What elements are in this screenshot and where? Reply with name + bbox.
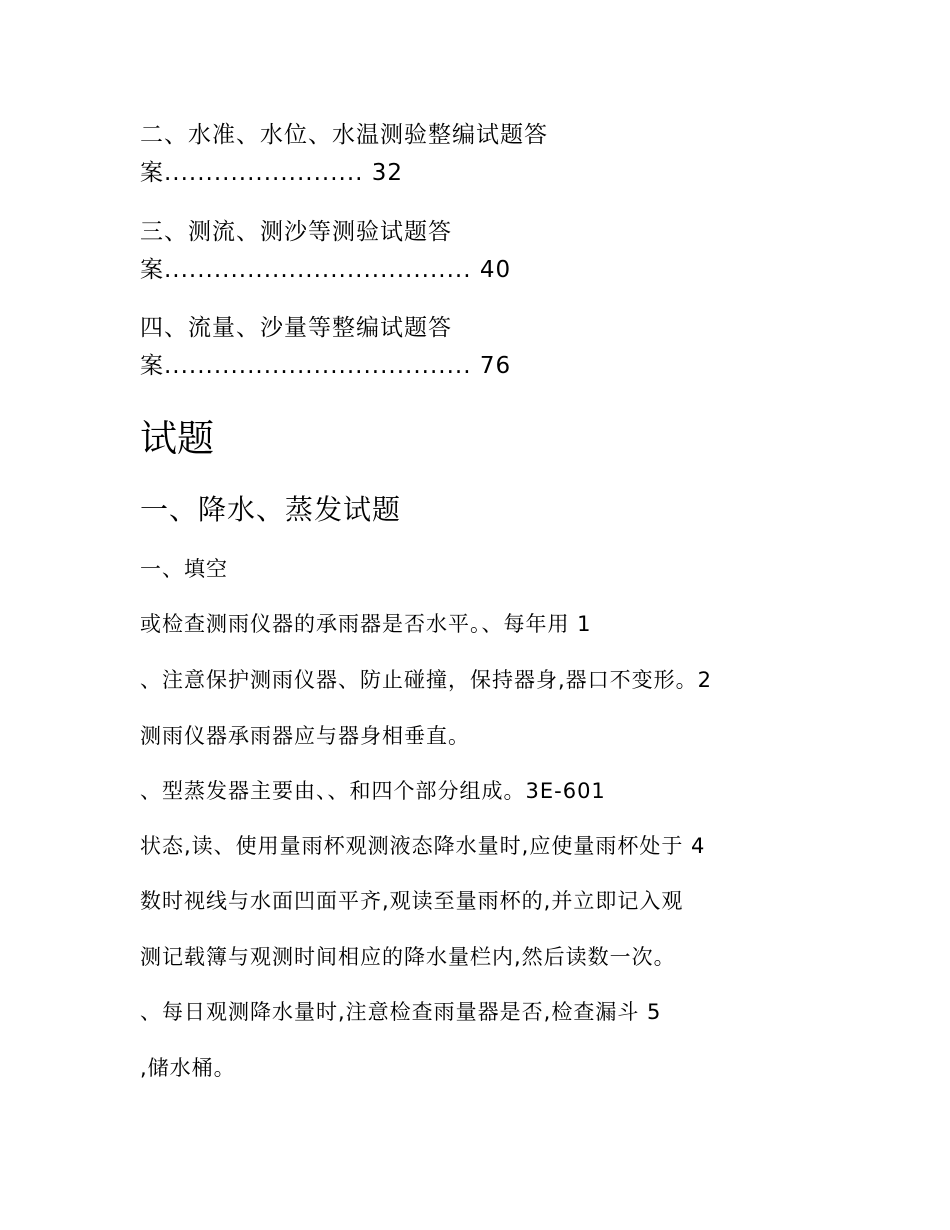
body-text-line: ,储水桶。 (140, 1056, 236, 1080)
toc-entry[interactable] (140, 213, 780, 289)
body-text-line: 测雨仪器承雨器应与器身相垂直。 (140, 724, 470, 748)
toc-entry[interactable] (140, 116, 780, 192)
body-text-line: 状态,读、使用量雨杯观测液态降水量时,应使量雨杯处于 4 (140, 834, 706, 858)
toc-entry-title: 四、流量、沙量等整编试题答 (140, 315, 452, 341)
toc-entry-title: 三、测流、测沙等测验试题答 (140, 219, 452, 245)
body-text-line: 、注意保护测雨仪器、防止碰撞，保持器身,器口不变形。2 (140, 668, 713, 692)
toc-entry-page-leader: 案........................ 32 (140, 160, 404, 186)
toc-entry-page-leader: 案..................................... 76 (140, 353, 512, 379)
body-text-line: 测记载簿与观测时间相应的降水量栏内,然后读数一次。 (140, 945, 676, 969)
body-text-line: 、每日观测降水量时,注意检查雨量器是否,检查漏斗 5 (140, 1000, 662, 1024)
toc-entry-title: 二、水准、水位、水温测验整编试题答 (140, 122, 548, 148)
page-title: 试题 (140, 417, 214, 460)
toc-entry-page-leader: 案..................................... 40 (140, 257, 512, 283)
section-heading: 一、降水、蒸发试题 (140, 493, 402, 526)
body-text-line: 或检查测雨仪器的承雨器是否水平。、每年用 1 (140, 612, 592, 636)
toc-entry[interactable] (140, 309, 780, 385)
body-text-line: 、型蒸发器主要由、、和四个部分组成。3E-601 (140, 779, 606, 803)
subsection-heading: 一、填空 (140, 557, 228, 581)
body-text-line: 数时视线与水面凹面平齐,观读至量雨杯的,并立即记入观 (140, 889, 684, 913)
